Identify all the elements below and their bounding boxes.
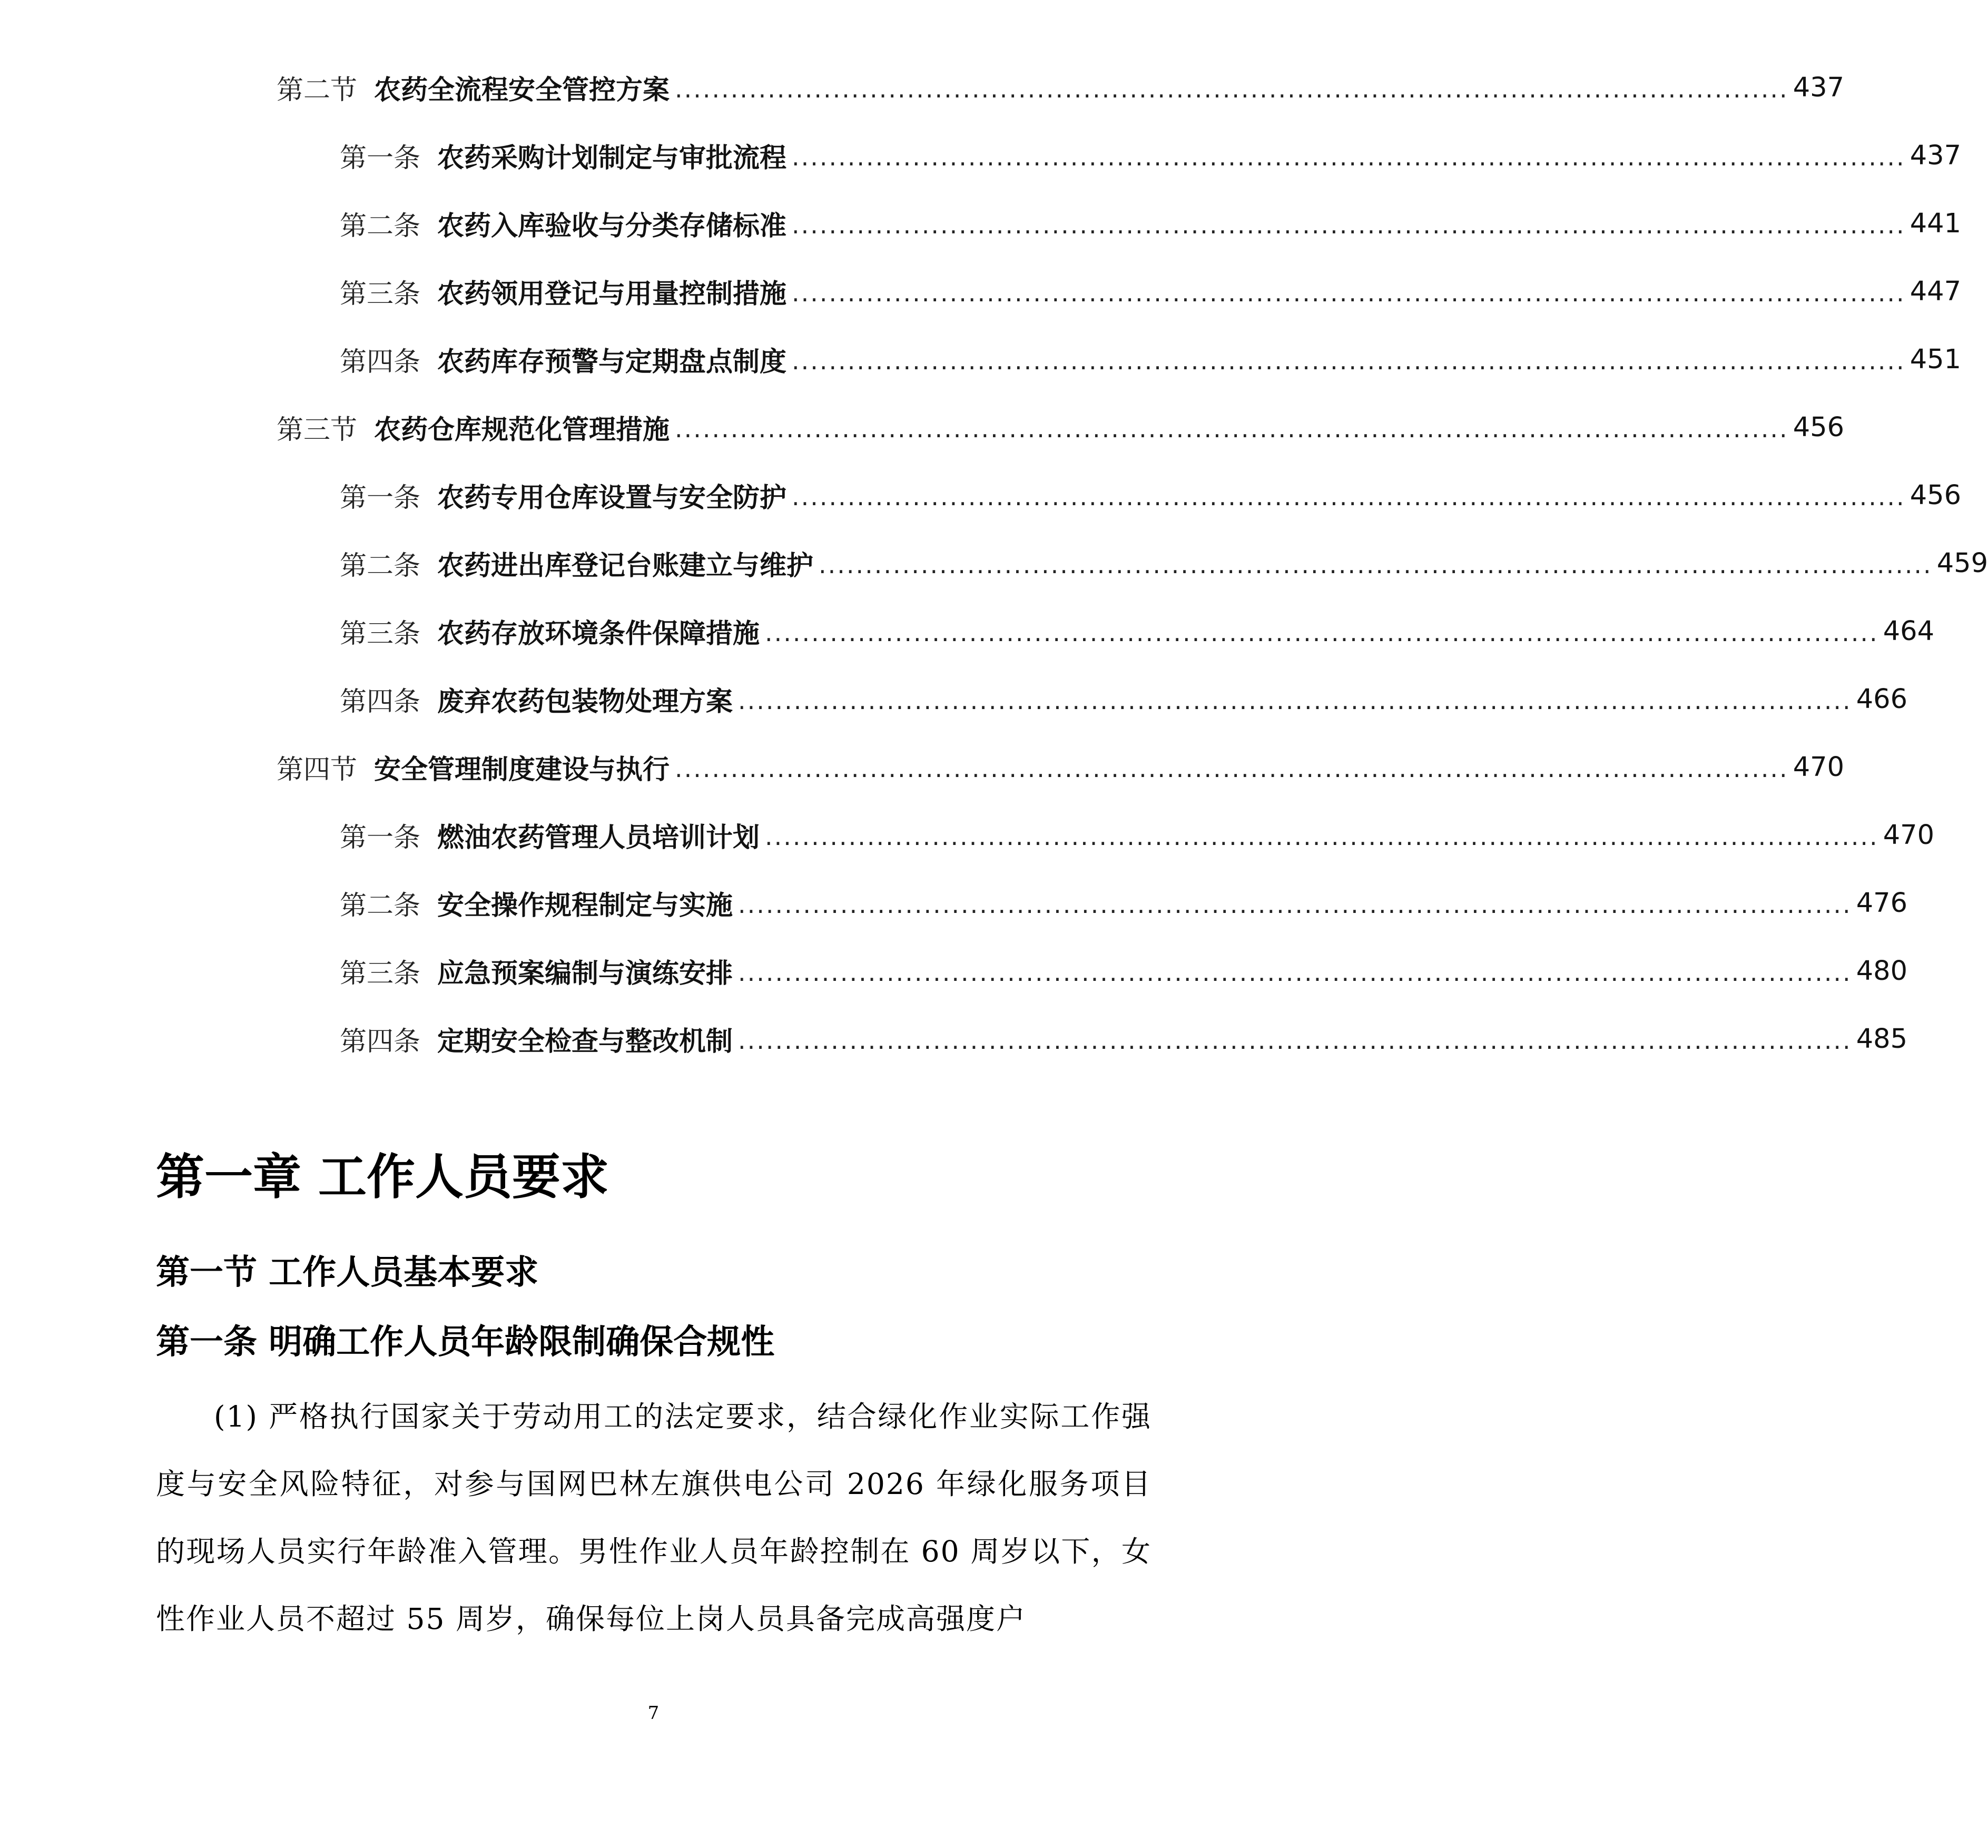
- toc-entry-title: 农药全流程安全管控方案: [374, 75, 670, 106]
- toc-entry[interactable]: [277, 406, 1845, 448]
- toc-entry-page: 476: [1856, 887, 1908, 919]
- body-paragraph: (1) 严格执行国家关于劳动用工的法定要求，结合绿化作业实际工作强度与安全风险特征，对参与国网巴林左旗供电公司 2026 年绿化服务项目的现场人员实行年龄准入管理。男性作业人员年龄控制在 60 周岁以下，女性作业人员不超过 55 周岁，确保每位上岗人员具备完成高强度户: [156, 1400, 1152, 1636]
- section-heading: 第一节 工作人员基本要求: [156, 1253, 539, 1292]
- toc-entry-label: 第二条: [340, 551, 421, 582]
- toc-entry-label: 第四节: [277, 754, 358, 785]
- toc-entry[interactable]: [340, 1018, 1908, 1060]
- toc-entry-label: 第一条: [340, 143, 421, 174]
- toc-entry-title: 农药领用登记与用量控制措施: [437, 279, 787, 310]
- toc-entry-title: 废弃农药包装物处理方案: [437, 686, 733, 717]
- toc-entry-label: 第四条: [340, 686, 421, 717]
- toc-entry-label: 第一条: [340, 822, 421, 853]
- toc-leader-dots: ........................................................................................................................: [792, 347, 1906, 375]
- toc-leader-dots: ........................................................................................................................: [792, 279, 1906, 307]
- toc-entry-title: 农药入库验收与分类存储标准: [437, 211, 787, 242]
- toc-entry-title: 定期安全检查与整改机制: [437, 1026, 733, 1057]
- toc-entry[interactable]: [340, 814, 1935, 856]
- page-number: 7: [647, 1703, 660, 1724]
- toc-entry-label: 第四条: [340, 1026, 421, 1057]
- toc-leader-dots: ........................................................................................................................: [738, 686, 1852, 715]
- toc-entry-page: 480: [1856, 955, 1908, 987]
- toc-leader-dots: ........................................................................................................................: [675, 754, 1789, 783]
- toc-leader-dots: ........................................................................................................................: [738, 1026, 1852, 1055]
- toc-leader-dots: ........................................................................................................................: [792, 143, 1906, 171]
- toc-entry-page: 437: [1793, 72, 1845, 103]
- toc-entry-title: 安全操作规程制定与实施: [437, 890, 733, 921]
- toc-leader-dots: ........................................................................................................................: [738, 958, 1852, 987]
- toc-entry-page: 470: [1883, 819, 1935, 851]
- toc-entry-label: 第二条: [340, 211, 421, 242]
- toc-entry-label: 第三条: [340, 279, 421, 310]
- toc-entry-title: 农药采购计划制定与审批流程: [437, 143, 787, 174]
- toc-entry-page: 470: [1793, 751, 1845, 783]
- toc-entry[interactable]: [340, 134, 1962, 176]
- toc-entry-label: 第一条: [340, 483, 421, 514]
- toc-entry-title: 农药存放环境条件保障措施: [437, 618, 760, 650]
- toc-entry-page: 466: [1856, 683, 1908, 715]
- toc-entry[interactable]: [340, 678, 1908, 720]
- toc-entry-title: 燃油农药管理人员培训计划: [437, 822, 760, 853]
- toc-entry[interactable]: [277, 66, 1845, 109]
- toc-leader-dots: ........................................................................................................................: [792, 211, 1906, 239]
- toc-entry-page: 459: [1936, 547, 1988, 579]
- toc-entry-label: 第三条: [340, 618, 421, 650]
- toc-entry[interactable]: [340, 950, 1908, 992]
- toc-entry[interactable]: [340, 610, 1935, 652]
- toc-entry[interactable]: [340, 882, 1908, 924]
- toc-entry[interactable]: [340, 202, 1962, 244]
- toc-entry-label: 第三条: [340, 958, 421, 989]
- toc-entry-page: 464: [1883, 615, 1935, 647]
- toc-leader-dots: ........................................................................................................................: [765, 822, 1879, 851]
- toc-leader-dots: ........................................................................................................................: [738, 890, 1852, 919]
- toc-entry[interactable]: [340, 474, 1962, 516]
- toc-entry-page: 451: [1910, 343, 1962, 375]
- toc-leader-dots: ........................................................................................................................: [792, 483, 1906, 511]
- chapter-title: 第一章 工作人员要求: [156, 1149, 609, 1205]
- toc-entry-page: 456: [1793, 411, 1845, 443]
- toc-entry[interactable]: [340, 542, 1988, 584]
- toc-entry-title: 农药专用仓库设置与安全防护: [437, 483, 787, 514]
- toc-entry-page: 447: [1910, 276, 1962, 307]
- toc-entry-title: 安全管理制度建设与执行: [374, 754, 670, 785]
- toc-entry-page: 485: [1856, 1023, 1908, 1055]
- toc-entry[interactable]: [277, 746, 1845, 788]
- toc-entry-label: 第二节: [277, 75, 358, 106]
- toc-entry-label: 第二条: [340, 890, 421, 921]
- toc-leader-dots: ........................................................................................................................: [675, 75, 1789, 103]
- toc-entry[interactable]: [340, 270, 1962, 312]
- toc-entry-page: 437: [1910, 140, 1962, 171]
- toc-entry[interactable]: [340, 338, 1962, 380]
- toc-entry-label: 第三节: [277, 415, 358, 446]
- toc-entry-title: 应急预案编制与演练安排: [437, 958, 733, 989]
- toc-leader-dots: ........................................................................................................................: [819, 551, 1933, 579]
- toc-leader-dots: ........................................................................................................................: [765, 618, 1879, 647]
- toc-entry-title: 农药库存预警与定期盘点制度: [437, 347, 787, 378]
- toc-entry-title: 农药仓库规范化管理措施: [374, 415, 670, 446]
- toc-entry-label: 第四条: [340, 347, 421, 378]
- toc-leader-dots: ........................................................................................................................: [675, 415, 1789, 443]
- toc-entry-title: 农药进出库登记台账建立与维护: [437, 551, 814, 582]
- toc-entry-page: 441: [1910, 208, 1962, 239]
- toc-entry-page: 456: [1910, 479, 1962, 511]
- article-heading: 第一条 明确工作人员年龄限制确保合规性: [156, 1323, 775, 1362]
